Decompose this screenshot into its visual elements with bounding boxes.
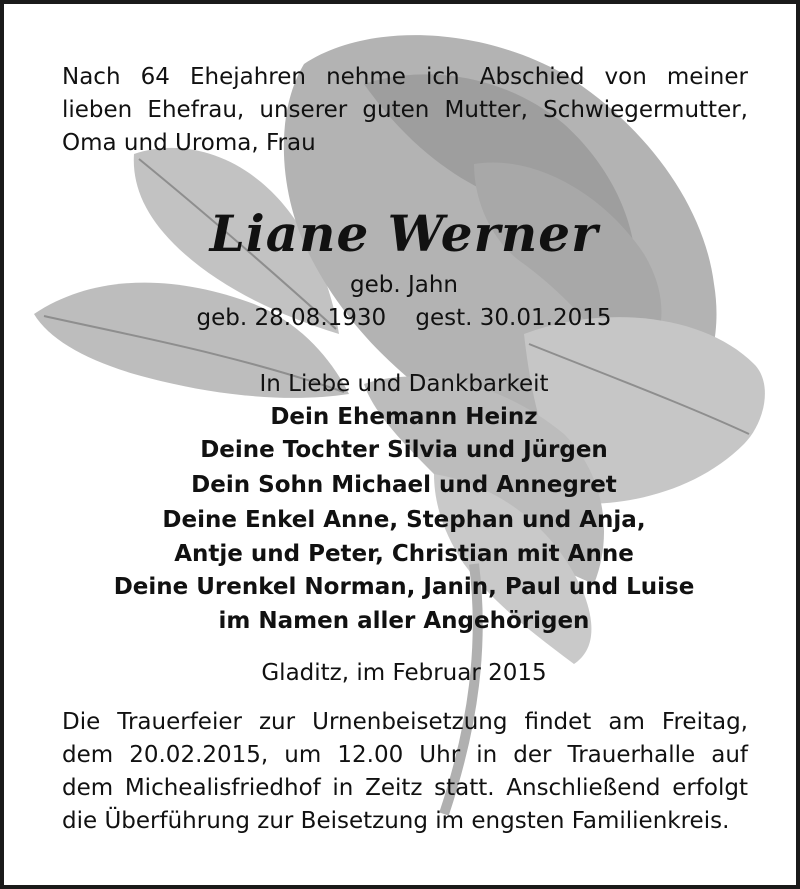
mourner-line: Deine Tochter Silvia und Jürgen	[200, 437, 608, 463]
place-date: Gladitz, im Februar 2015	[261, 660, 547, 686]
mourners-intro: In Liebe und Dankbarkeit	[259, 371, 549, 397]
mourner-line: Deine Urenkel Norman, Janin, Paul und Luise	[113, 574, 695, 600]
deceased-name: Liane Werner	[209, 204, 599, 263]
intro-line: lieben Ehefrau, unserer guten Mutter, Schwiegermutter,	[62, 97, 748, 123]
death-date: gest. 30.01.2015	[415, 305, 612, 331]
maiden-name: geb. Jahn	[349, 272, 458, 298]
notice-content	[4, 4, 800, 889]
ceremony-line: dem Michealisfriedhof in Zeitz statt. Anschließend erfolgt	[62, 775, 748, 801]
ceremony-line: Die Trauerfeier zur Urnenbeisetzung findet am Freitag,	[62, 709, 748, 735]
ceremony-line: dem 20.02.2015, um 12.00 Uhr in der Trauerhalle auf	[62, 742, 748, 768]
intro-line: Nach 64 Ehejahren nehme ich Abschied von meiner	[62, 64, 748, 90]
mourner-line: im Namen aller Angehörigen	[218, 608, 590, 634]
mourner-line: Antje und Peter, Christian mit Anne	[174, 541, 634, 567]
mourner-line: Dein Ehemann Heinz	[270, 404, 538, 430]
ceremony-text	[62, 706, 748, 838]
ceremony-line: die Überführung zur Beisetzung im engsten Familienkreis.	[62, 808, 730, 834]
birth-date: geb. 28.08.1930	[196, 305, 387, 331]
intro-text	[62, 61, 748, 160]
life-dates	[4, 302, 800, 334]
intro-line: Oma und Uroma, Frau	[62, 130, 316, 156]
mourner-line: Deine Enkel Anne, Stephan und Anja,	[162, 507, 646, 533]
mourner-line: Dein Sohn Michael und Annegret	[191, 472, 617, 498]
